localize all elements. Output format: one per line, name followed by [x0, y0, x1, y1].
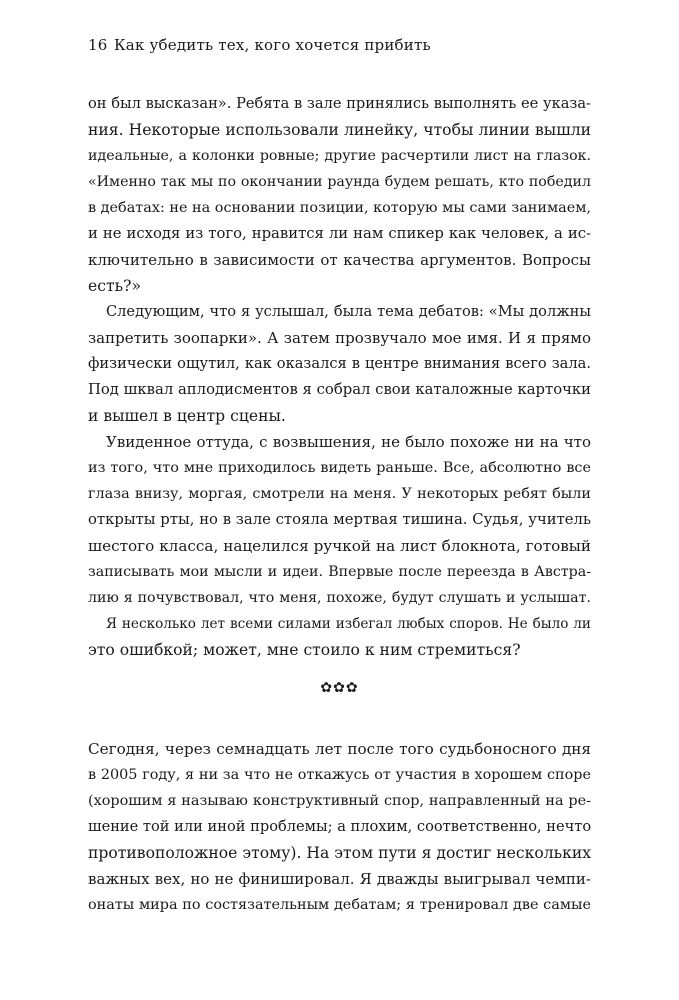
- text-line: он был высказан». Ребята в зале принялись выполнять ее указа-: [88, 95, 591, 112]
- text-line: важных вех, но не финишировал. Я дважды выигрывал чемпи-: [88, 870, 591, 888]
- text-line: в 2005 году, я ни за что не откажусь от участия в хорошем споре: [88, 767, 591, 783]
- text-line: запретить зоопарки». А затем прозвучало мое имя. И я прямо: [88, 329, 591, 347]
- text-line: шение той или иной проблемы; а плохим, соответственно, нечто: [88, 818, 592, 835]
- text-line: онаты мира по состязательным дебатам; я тренировал две самые: [88, 897, 591, 913]
- text-block-1: [88, 91, 591, 663]
- running-head: [88, 36, 431, 54]
- text-line: глаза внизу, моргая, смотрели на меня. У некоторых ребят были: [88, 486, 591, 502]
- text-line: ключительно в зависимости от качества аргументов. Вопросы: [88, 251, 591, 269]
- text-line: открыты рты, но в зале стояла мертвая тишина. Судья, учитель: [88, 511, 591, 528]
- text-line: есть?»: [88, 277, 141, 295]
- text-line: лию я почувствовал, что меня, похоже, будут слушать и услышат.: [88, 590, 591, 606]
- text-line: Под шквал аплодисментов я собрал свои каталожные карточки: [88, 381, 591, 398]
- text-line: это ошибкой; может, мне стоило к ним стремиться?: [88, 641, 521, 659]
- text-block-2: [88, 736, 591, 918]
- text-line: Я несколько лет всеми силами избегал любых споров. Не было ли: [106, 616, 591, 632]
- text-line: и вышел в центр сцены.: [88, 407, 286, 425]
- text-line: ния. Некоторые использовали линейку, чтобы линии вышли: [88, 121, 591, 139]
- text-line: (хорошим я называю конструктивный спор, направленный на ре-: [88, 793, 591, 809]
- text-line: «Именно так мы по окончании раунда будем решать, кто победил: [88, 174, 591, 190]
- text-line: из того, что мне приходилось видеть раньше. Все, абсолютно все: [88, 460, 591, 476]
- text-line: в дебатах: не на основании позиции, которую мы сами занимаем,: [88, 200, 592, 216]
- text-line: физически ощутил, как оказался в центре внимания всего зала.: [88, 355, 591, 372]
- text-line: Сегодня, через семнадцать лет после того судьбоносного дня: [88, 740, 591, 758]
- section-divider-ornament: ✿✿✿: [320, 680, 359, 696]
- chapter-title: Как убедить тех, кого хочется прибить: [114, 36, 431, 54]
- text-line: противоположное этому). На этом пути я достиг нескольких: [88, 844, 592, 862]
- text-line: записывать мои мысли и идеи. Впервые после переезда в Австра-: [88, 564, 591, 580]
- text-line: Следующим, что я услышал, была тема дебатов: «Мы должны: [106, 303, 591, 320]
- text-line: идеальные, а колонки ровные; другие расчертили лист на глазок.: [88, 148, 591, 164]
- text-line: шестого класса, нацелился ручкой на лист блокнота, готовый: [88, 537, 591, 555]
- text-line: и не исходя из того, нравится ли нам спикер как человек, а ис-: [88, 225, 591, 242]
- page-number: 16: [88, 36, 108, 54]
- text-line: Увиденное оттуда, с возвышения, не было похоже ни на что: [106, 433, 591, 451]
